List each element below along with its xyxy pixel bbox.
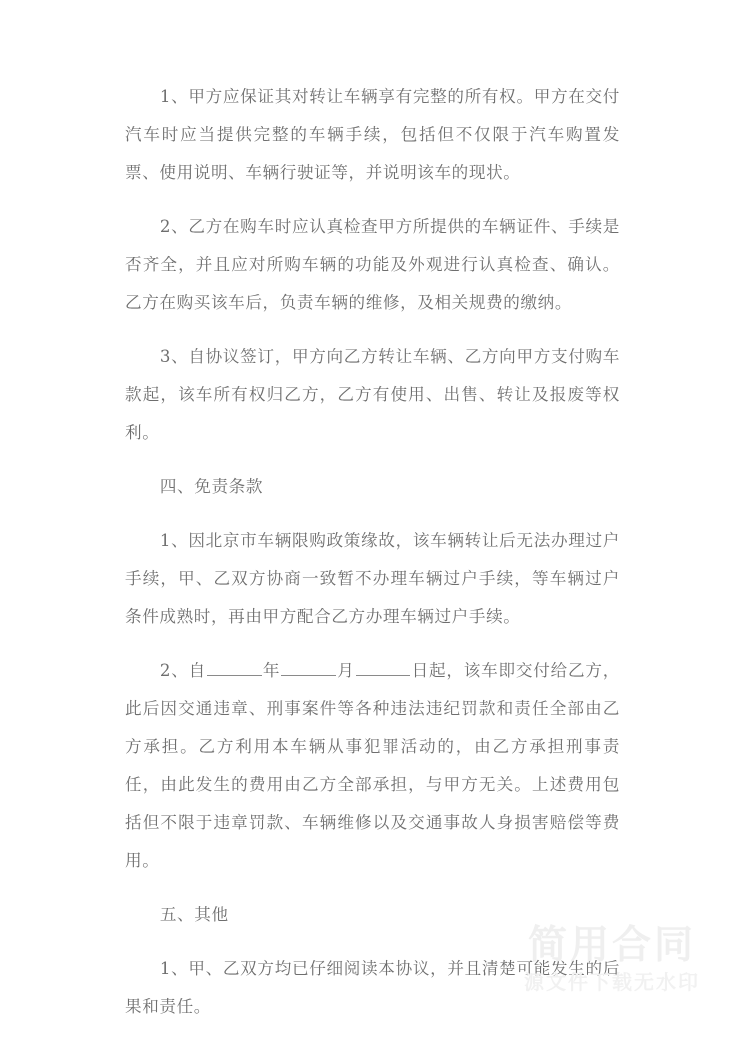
- heading-section-4: 四、免责条款: [159, 477, 264, 496]
- watermark-tagline: 源文件下载无水印: [524, 970, 700, 994]
- fill-in-blank-1[interactable]: [207, 659, 262, 676]
- document-body: [125, 78, 620, 1026]
- heading-section-5: 五、其他: [159, 905, 229, 924]
- watermark-brand: 简用合同: [527, 923, 696, 969]
- paragraph-clause-3-3: 3、自协议签订，甲方向乙方转让车辆、乙方向甲方支付购车款起，该车所有权归乙方，乙方有使用、出售、转让及报废等权利。: [125, 347, 620, 442]
- paragraph-clause-5-1: 1、甲、乙双方均已仔细阅读本协议，并且清楚可能发生的后果和责任。: [125, 959, 620, 1016]
- paragraph-clause-3-2: 2、乙方在购车时应认真检查甲方所提供的车辆证件、手续是否齐全，并且应对所购车辆的功能及外观进行认真检查、确认。乙方在购买该车后，负责车辆的维修，及相关规费的缴纳。: [125, 217, 620, 312]
- fill-in-blank-3[interactable]: [281, 659, 336, 676]
- paragraph-clause-3-1: 1、甲方应保证其对转让车辆享有完整的所有权。甲方在交付汽车时应当提供完整的车辆手续，包括但不仅限于汽车购置发票、使用说明、车辆行驶证等，并说明该车的现状。: [125, 87, 620, 182]
- paragraph-clause-4-1: 1、因北京市车辆限购政策缘故，该车辆转让后无法办理过户手续，甲、乙双方协商一致暂不办理车辆过户手续，等车辆过户条件成熟时，再由甲方配合乙方办理车辆过户手续。: [125, 531, 620, 626]
- paragraph-clause-4-2: 2、自 年 月 日起，该车即交付给乙方，此后因交通违章、刑事案件等各种违法违纪罚款和责任全部由乙方承担。乙方利用本车辆从事犯罪活动的，由乙方承担刑事责任，由此发生的费用由乙方全部承担，与甲方无关。上述费用包括但不限于违章罚款、车辆维修以及交通事故人身损害赔偿等费用。: [125, 661, 620, 870]
- fill-in-blank-5[interactable]: [356, 659, 411, 676]
